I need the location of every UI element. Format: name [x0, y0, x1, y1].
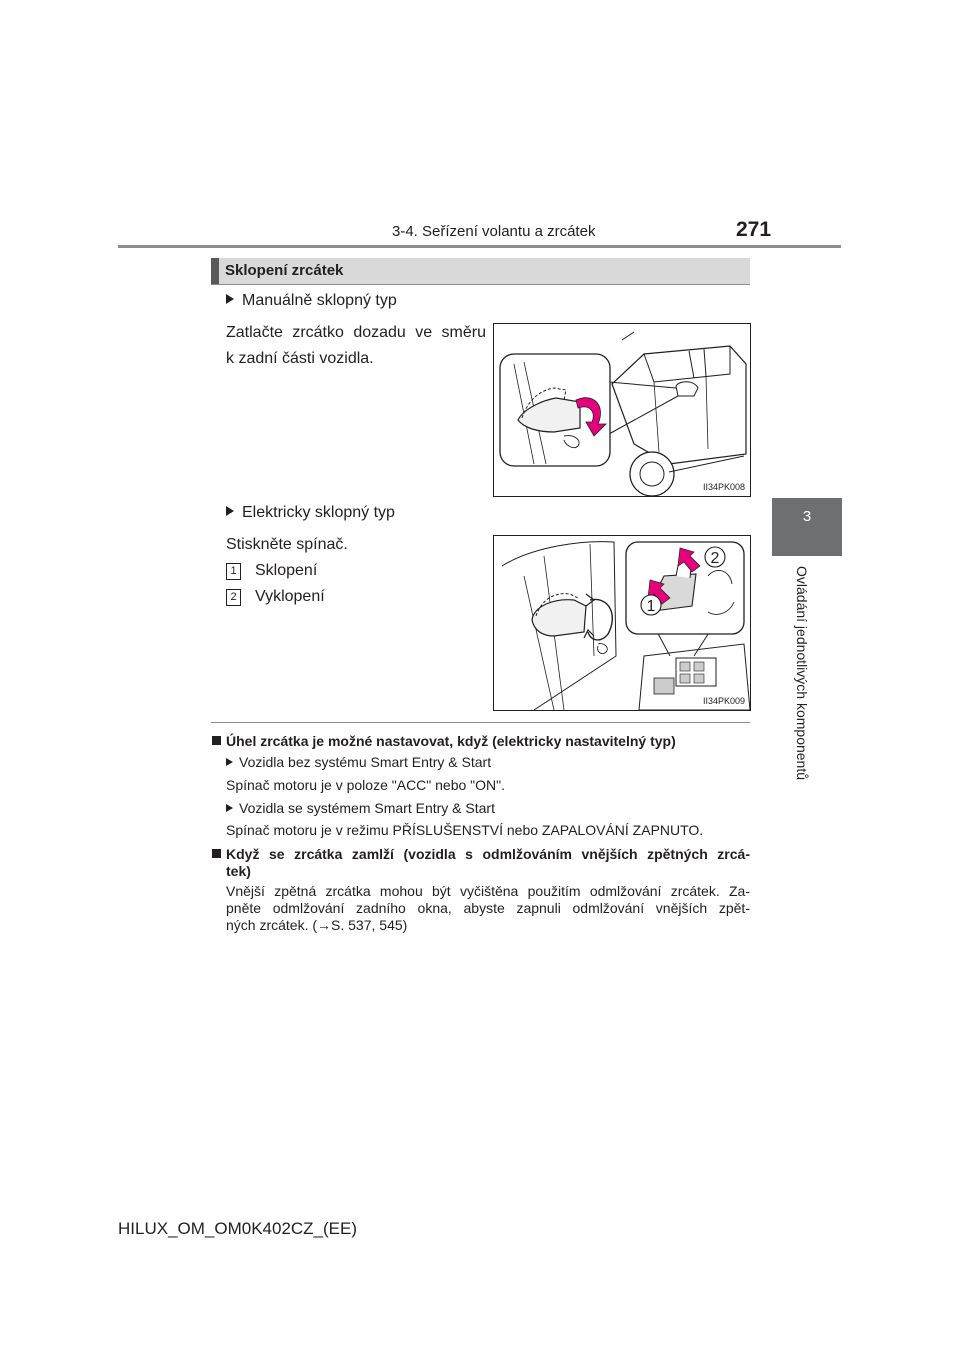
- note1-sub2: [226, 800, 495, 816]
- bullet-triangle-icon: [226, 804, 233, 812]
- note2-heading-line1: [212, 846, 750, 863]
- note2-text-line3: ných zrcátek. (→S. 537, 545): [226, 917, 408, 933]
- note1-sub2-text: Vozidla se systémem Smart Entry & Start: [239, 800, 495, 816]
- callout-2-label: 2: [710, 550, 720, 567]
- figure-code-manual: II34PK008: [702, 482, 745, 492]
- chapter-number: 3: [802, 508, 812, 525]
- electric-fold-drawing: [494, 536, 750, 710]
- note1-heading-text: Úhel zrcátka je možné nastavovat, když (elektricky nastavitelný typ): [226, 733, 676, 749]
- notes-separator: [211, 722, 750, 723]
- manual-fold-illustration: [493, 323, 751, 497]
- figure-code-electric: II34PK009: [702, 696, 745, 706]
- manual-instruction-line1: Zatlačte zrcátko dozadu ve směru: [226, 324, 486, 341]
- bullet-triangle-icon: [226, 758, 233, 766]
- section-title: Sklopení zrcátek: [225, 262, 344, 279]
- note2-text-line1: Vnější zpětná zrcátka mohou být vyčištěna použitím odmlžování zrcátek. Za-: [226, 883, 750, 899]
- electric-fold-illustration: [493, 535, 751, 711]
- header-rule: [118, 245, 841, 248]
- note1-text1: Spínač motoru je v poloze "ACC" nebo "ON".: [226, 777, 506, 793]
- callout-number-box: 2: [226, 589, 241, 606]
- legend-item-2: [226, 584, 325, 610]
- note1-sub1-text: Vozidla bez systému Smart Entry & Start: [239, 754, 492, 770]
- note2-text-line2: pněte odmlžování zadního okna, abyste zapnuli odmlžování vnějších zpět-: [226, 900, 750, 916]
- callout-number-box: 1: [226, 563, 241, 580]
- bullet-triangle-icon: [226, 506, 234, 516]
- note1-text2: Spínač motoru je v režimu PŘÍSLUŠENSTVÍ nebo ZAPALOVÁNÍ ZAPNUTO.: [226, 822, 704, 838]
- note-square-icon: [212, 736, 221, 745]
- section-heading-marker: [211, 258, 219, 284]
- bullet-triangle-icon: [226, 294, 234, 304]
- note2-heading-line2: tek): [226, 863, 251, 879]
- manual-type-heading: [226, 292, 397, 310]
- document-code: HILUX_OM_OM0K402CZ_(EE): [118, 1219, 358, 1238]
- chapter-tab: [772, 498, 842, 556]
- note-square-icon: [212, 849, 221, 858]
- chapter-label: Ovládání jednotlivých komponentů: [794, 566, 810, 781]
- manual-fold-drawing: [494, 324, 750, 496]
- note1-heading: [212, 733, 676, 750]
- electric-instruction: Stiskněte spínač.: [226, 536, 348, 553]
- electric-type-heading: [226, 504, 395, 522]
- manual-type-label: Manuálně sklopný typ: [242, 292, 397, 309]
- legend-label: Vyklopení: [255, 588, 325, 605]
- callout-1-label: 1: [646, 598, 656, 615]
- legend-label: Sklopení: [255, 562, 318, 579]
- legend-item-1: [226, 558, 317, 584]
- manual-instruction-line2: k zadní části vozidla.: [226, 350, 374, 367]
- note2-heading-text: Když se zrcátka zamlží (vozidla s odmlžováním vnějších zpětných zrcá-: [226, 846, 750, 862]
- note1-sub1: [226, 754, 491, 770]
- electric-type-label: Elektricky sklopný typ: [242, 504, 395, 521]
- header-section-title: 3-4. Seřízení volantu a zrcátek: [392, 223, 596, 240]
- page-number: 271: [736, 218, 772, 241]
